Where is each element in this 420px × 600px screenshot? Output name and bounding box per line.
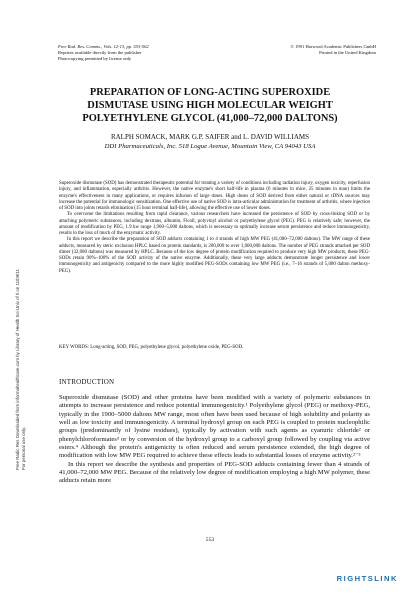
author-block	[40, 133, 380, 151]
photocopy-note: Photocopying permitted by license only	[58, 56, 132, 62]
page-number: 553	[205, 537, 215, 543]
article-title	[40, 86, 380, 125]
abstract-paragraph: In this report we describe the preparation of SOD adducts containing 1 to 4 strands of high MW PEG (41,000–72,000 daltons). The MW range of these adducts, measured by steric exclusion HPLC based on protein standards, is 200,000 to over 1,000,000 daltons. The number of PEG strands attached per SOD dimer (32,000 daltons) was measured by HPLC. Because of the low degree of protein modification required to produce very high MW products, these PEG-SODs retain 90%–100% of the SOD activity of the native enzyme. Additionally, these very large adducts demonstrate longer persistence and lower immunogenicity and antigenicity compared to the more highly modified PEG-SODs containing low MW PEG (i.e., 7–16 strands of 5,000 dalton methoxy-PEG).	[59, 237, 370, 274]
reprint-note: Reprints available directly from the publisher	[58, 50, 142, 56]
abstract-paragraph: To overcome the limitations resulting from rapid clearance, various researchers have increased the persistence of SOD by cross-linking SOD or by attaching polymeric substances, including dextrans, albumin, Ficoll, polyvinyl alcohol or polyethylene glycol (PEG). PEG is relatively safe; however, the amount of modification by PEG, 1.9 kw range 1,900–5,000 daltons, which is necessary to optimally increase serum persistence and reduce immunogenicity, results in the loss of much of the enzymatic activity.	[59, 212, 370, 236]
author-names: RALPH SOMACK, MARK G.P. SAIFER and L. DAVID WILLIAMS	[110, 133, 310, 141]
title-line: DISMUTASE USING HIGH MOLECULAR WEIGHT	[87, 100, 333, 111]
printed-note: Printed in the United Kingdom	[319, 50, 376, 56]
section-heading: INTRODUCTION	[59, 378, 115, 386]
abstract	[59, 181, 370, 275]
side-note-line: For personal use only.	[20, 426, 26, 470]
title-line: PREPARATION OF LONG-ACTING SUPEROXIDE	[89, 87, 331, 98]
keywords: KEY WORDS: Long-acting, SOD, PEG, polyethylene glycol, polyethylene oxide, PEG-SOD.	[59, 345, 244, 350]
journal-header-left	[58, 44, 149, 63]
download-side-note	[6, 110, 24, 470]
journal-citation: Free Rad. Res. Comms., Vols. 12-13, pp. 553-562	[58, 44, 149, 49]
body-text	[59, 394, 370, 486]
author-affiliation: DDI Pharmaceuticals, Inc. 518 Logue Avenue, Mountain View, CA 94043 USA	[104, 143, 316, 150]
journal-header-right	[290, 44, 376, 56]
copyright-notice: © 1991 Harwood Academic Publishers GmbH	[290, 44, 376, 49]
abstract-paragraph: Superoxide dismutase (SOD) has demonstrated therapeutic potential for treating a variety of conditions including radiation injury, oxygen toxicity, reperfusion injury, and inflammation, especially arthritis. However, the native enzyme's short half-life in plasma (6 minutes in mice, 25 minutes in man) limits the enzyme's effectiveness in many applications, or requires infusion of large doses. High doses of SOD derived from either natural or rDNA sources may increase the potential for immunologic sensitization. One effective use of native SOD is intra-articular administration for treatment of arthritis, where injection of SOD into joints retards elimination (15 hour terminal half-life), allowing the effective use of lower doses.	[59, 181, 370, 211]
rightslink-logo[interactable]: RIGHTSLINK	[336, 574, 398, 583]
body-paragraph: Superoxide dismutase (SOD) and other proteins have been modified with a variety of polymeric substances in attempts to increase persistence and reduce potential immunogenicity.¹ Polyethylene glycol (PEG) or methoxy-PEG, typically in the 1900–5000 daltons MW range, most often have been used because of high solubility and polarity as well as low toxicity and immunogenicity. A terminal hydroxyl group on each PEG is coupled to protein nucleophilic groups (predominantly of lysine residues), typically by activation with such agents as cyanuric chloride² or phenylchloroformates³ or by conversion of the hydroxyl group to a carboxyl group followed by coupling via active esters.⁴ Although the protein's antigenicity is often reduced and serum persistence extended, the high degree of modification with low MW PEG required to achieve these effects leads to substantial losses of enzyme activity.²⁻⁵	[59, 394, 370, 460]
title-line: POLYETHYLENE GLYCOL (41,000–72,000 DALTONS)	[82, 113, 338, 124]
body-paragraph: In this report we describe the synthesis and properties of PEG-SOD adducts containing fewer than 4 strands of 41,000–72,000 MW PEG. Because of the relatively low degree of modification employing a high MW polymer, these adducts retain more	[59, 460, 370, 485]
side-note-line: Free Radic Res Downloaded from informahealthcare.com by Library of Health Sci-Univ of Il on 11/09/11	[15, 269, 20, 470]
